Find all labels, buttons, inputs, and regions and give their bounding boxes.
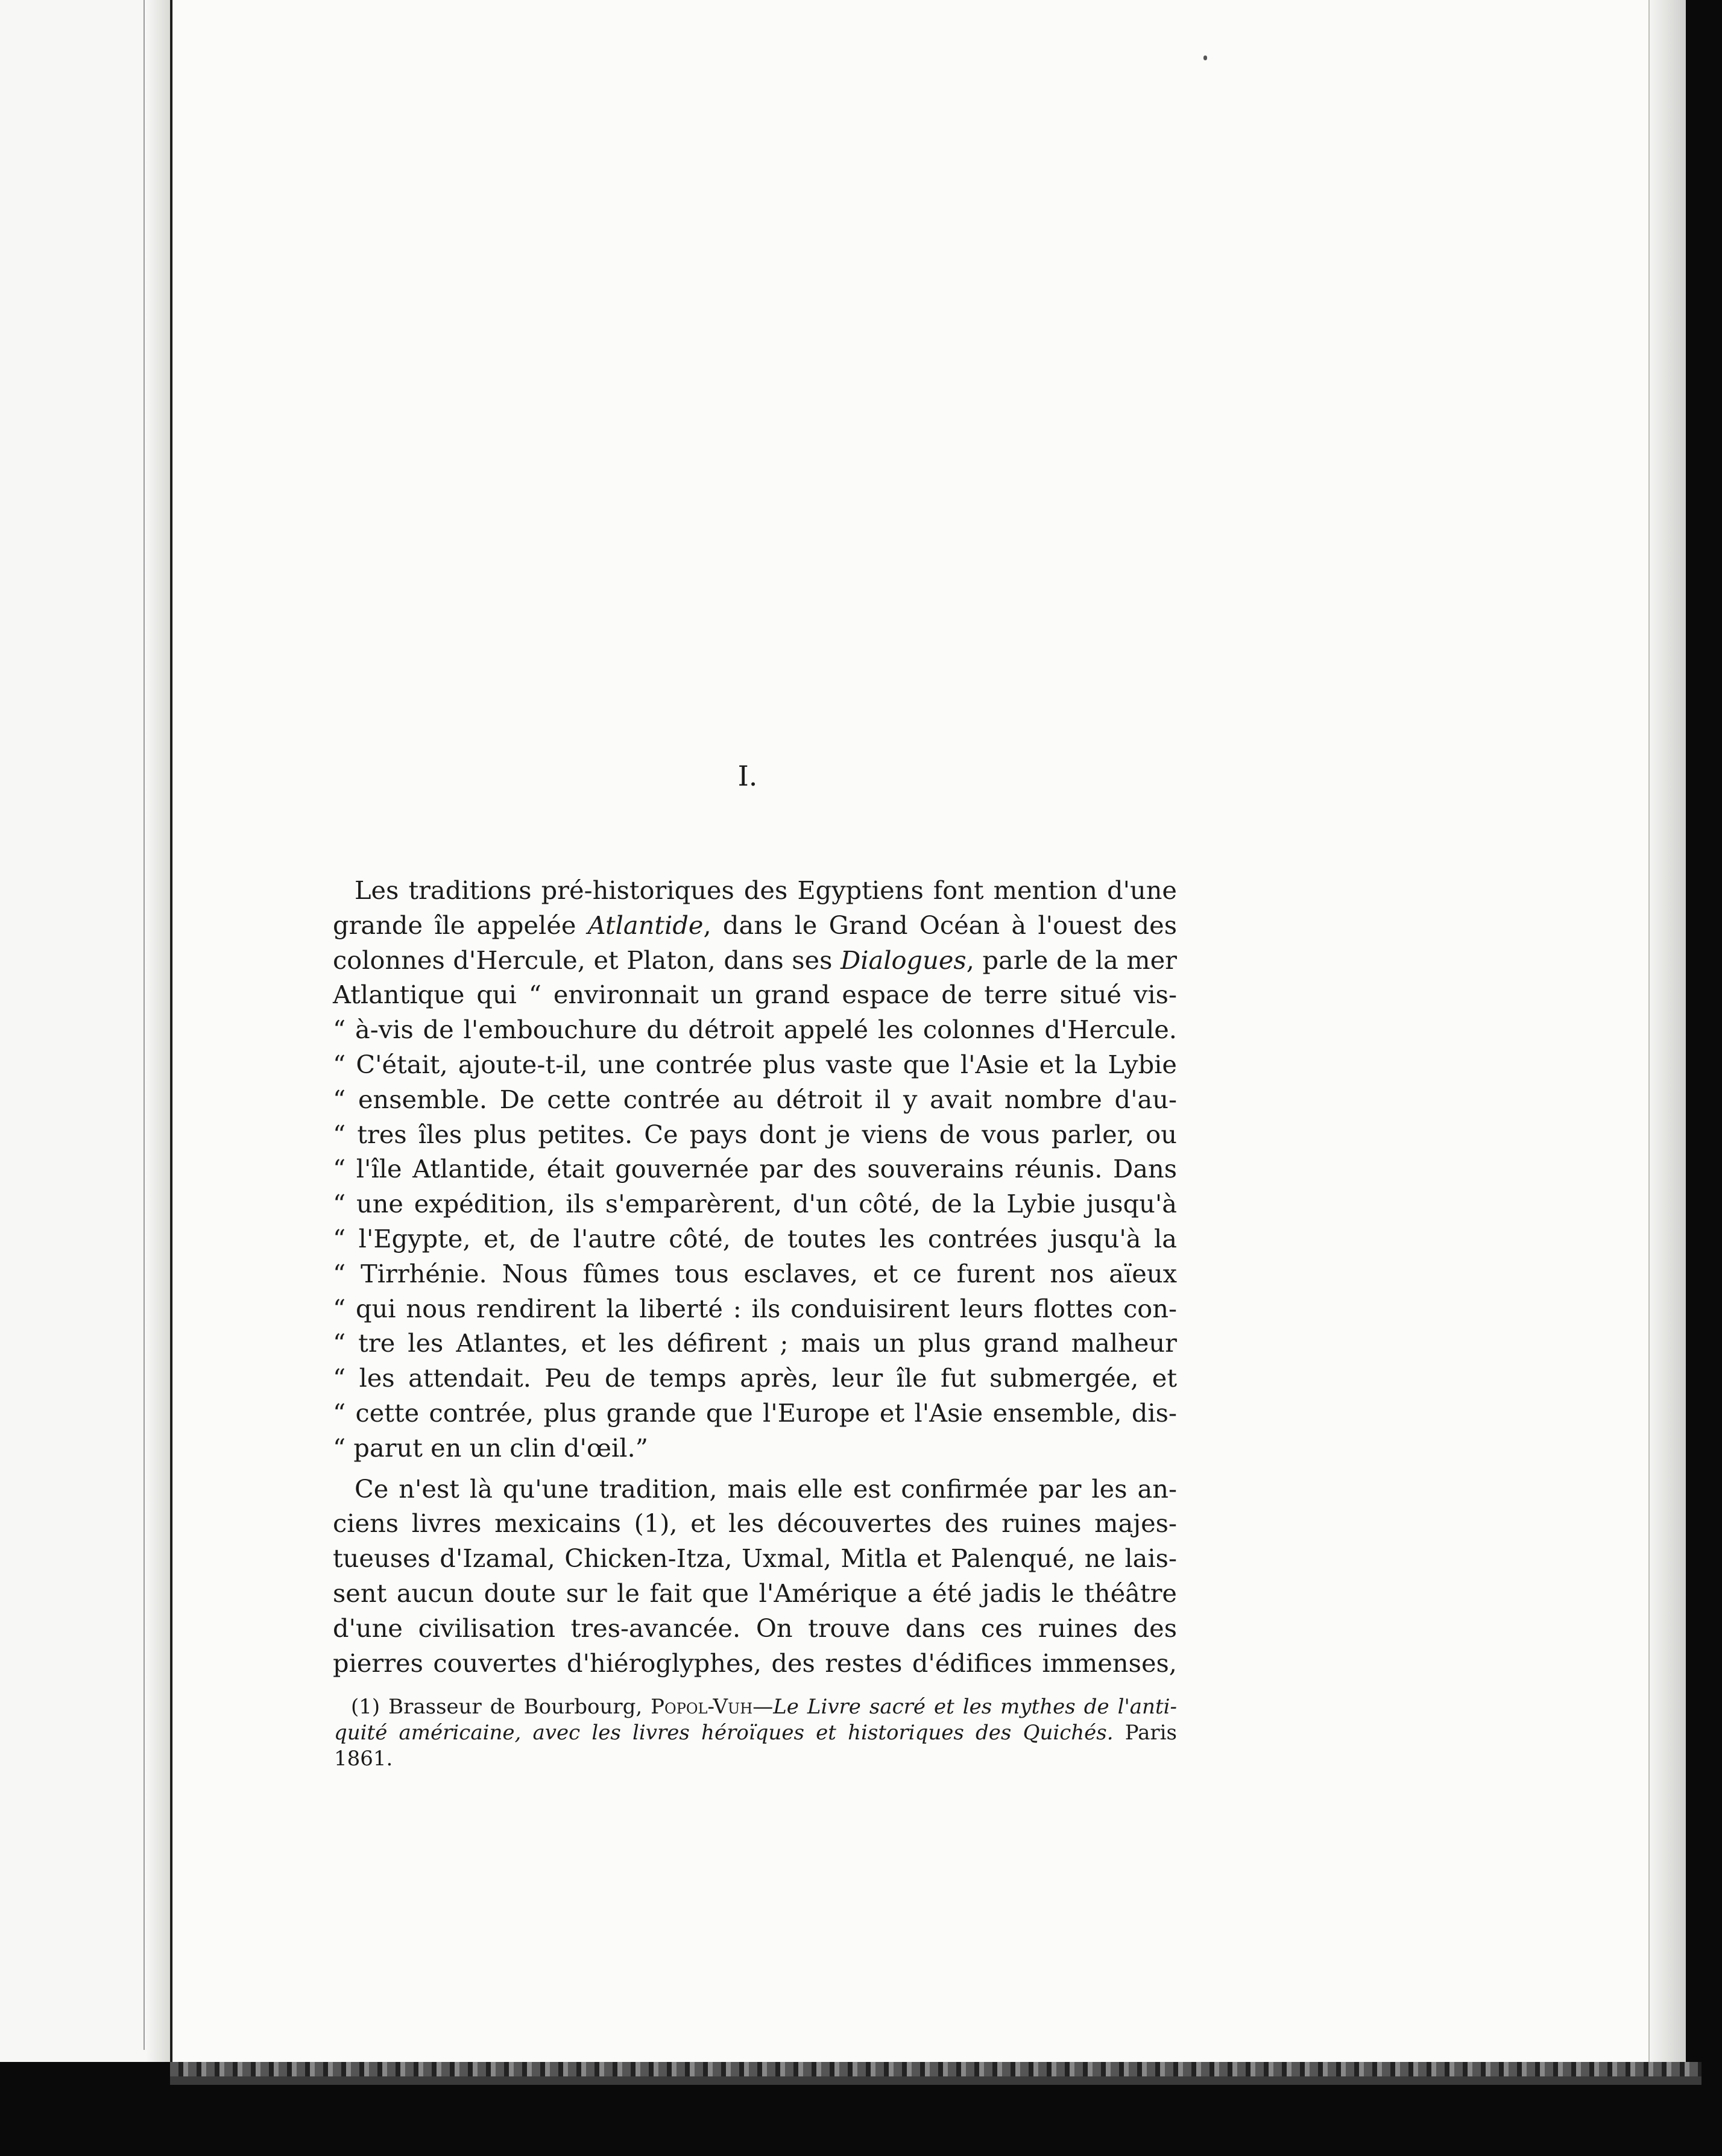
binding-shadow xyxy=(146,0,170,2062)
text-line: “ C'était, ajoute-t-il, une contrée plus vaste que l'Asie et la Lybie xyxy=(333,1049,1177,1079)
text-line: “ tres îles plus petites. Ce pays dont je viens de vous parler, ou xyxy=(333,1119,1177,1149)
main-text xyxy=(333,873,1177,1680)
text-line: “ qui nous rendirent la liberté : ils conduisirent leurs flottes con- xyxy=(333,1293,1177,1323)
text-line: sent aucun doute sur le fait que l'Amérique a été jadis le théâtre xyxy=(333,1578,1177,1608)
text-line: “ à-vis de l'embouchure du détroit appelé les colonnes d'Hercule. xyxy=(333,1015,1177,1045)
paragraph-2 xyxy=(333,1472,1177,1681)
italic-atlantide: Atlantide xyxy=(587,910,704,940)
footnote-italic: Le Livre sacré et les mythes de l'anti- xyxy=(773,1695,1177,1719)
footnote-title-smallcaps: Popol-Vuh xyxy=(651,1695,753,1719)
chapter-number: I. xyxy=(737,760,758,792)
text-line: “ l'île Atlantide, était gouvernée par des souverains réunis. Dans xyxy=(333,1154,1177,1184)
text-line: Ce n'est là qu'une tradition, mais elle est confirmée par les an- xyxy=(355,1474,1177,1504)
text-line: colonnes d'Hercule, et Platon, dans ses Dialogues, parle de la mer xyxy=(333,945,1178,975)
right-page-edge xyxy=(1648,0,1686,2062)
text-line: d'une civilisation tres-avancée. On trouve dans ces ruines des xyxy=(333,1613,1177,1643)
text-line: “ une expédition, ils s'emparèrent, d'un côté, de la Lybie jusqu'à xyxy=(333,1189,1177,1219)
page-stack-bottom-shadow xyxy=(170,2076,1702,2085)
text-line: “ l'Egypte, et, de l'autre côté, de toutes les contrées jusqu'à la xyxy=(333,1223,1177,1253)
text-line: Les traditions pré-historiques des Egyptiens font mention d'une xyxy=(355,875,1177,905)
text-line: “ parut en un clin d'œil.” xyxy=(333,1433,648,1463)
text-line: “ ensemble. De cette contrée au détroit il y avait nombre d'au- xyxy=(333,1084,1177,1114)
text-line: grande île appelée Atlantide, dans le Grand Océan à l'ouest des xyxy=(333,910,1177,940)
text-line: “ les attendait. Peu de temps après, leur île fut submergée, et xyxy=(333,1363,1177,1393)
text-line: ciens livres mexicains (1), et les découvertes des ruines majes- xyxy=(333,1508,1177,1539)
text-line: Atlantique qui “ environnait un grand espace de terre situé vis- xyxy=(333,980,1177,1010)
footnote-italic: quité américaine, avec les livres héroïques et historiques des Quichés. xyxy=(334,1721,1114,1745)
italic-dialogues: Dialogues xyxy=(840,945,967,975)
text-line: “ tre les Atlantes, et les défirent ; mais un plus grand malheur xyxy=(333,1328,1177,1358)
paragraph-1 xyxy=(333,873,1177,1466)
binding-line xyxy=(144,0,145,2050)
footnote-line: quité américaine, avec les livres héroïques et historiques des Quichés. Paris xyxy=(334,1721,1177,1745)
page-stack-bottom-edge xyxy=(170,2062,1702,2076)
text-line: “ Tirrhénie. Nous fûmes tous esclaves, et ce furent nos aïeux xyxy=(333,1258,1177,1288)
footnote xyxy=(334,1694,1177,1772)
text-line: tueuses d'Izamal, Chicken-Itza, Uxmal, Mitla et Palenqué, ne lais- xyxy=(333,1543,1177,1574)
text-line: “ cette contrée, plus grande que l'Europe et l'Asie ensemble, dis- xyxy=(333,1398,1177,1428)
footnote-line: (1) Brasseur de Bourbourg, Popol-Vuh—Le Livre sacré et les mythes de l'anti- xyxy=(351,1695,1177,1719)
text-line: pierres couvertes d'hiéroglyphes, des restes d'édifices immenses, xyxy=(333,1648,1177,1678)
footnote-line: 1861. xyxy=(334,1747,393,1771)
left-page-edge xyxy=(0,0,172,2062)
scan-speck xyxy=(1203,55,1207,60)
